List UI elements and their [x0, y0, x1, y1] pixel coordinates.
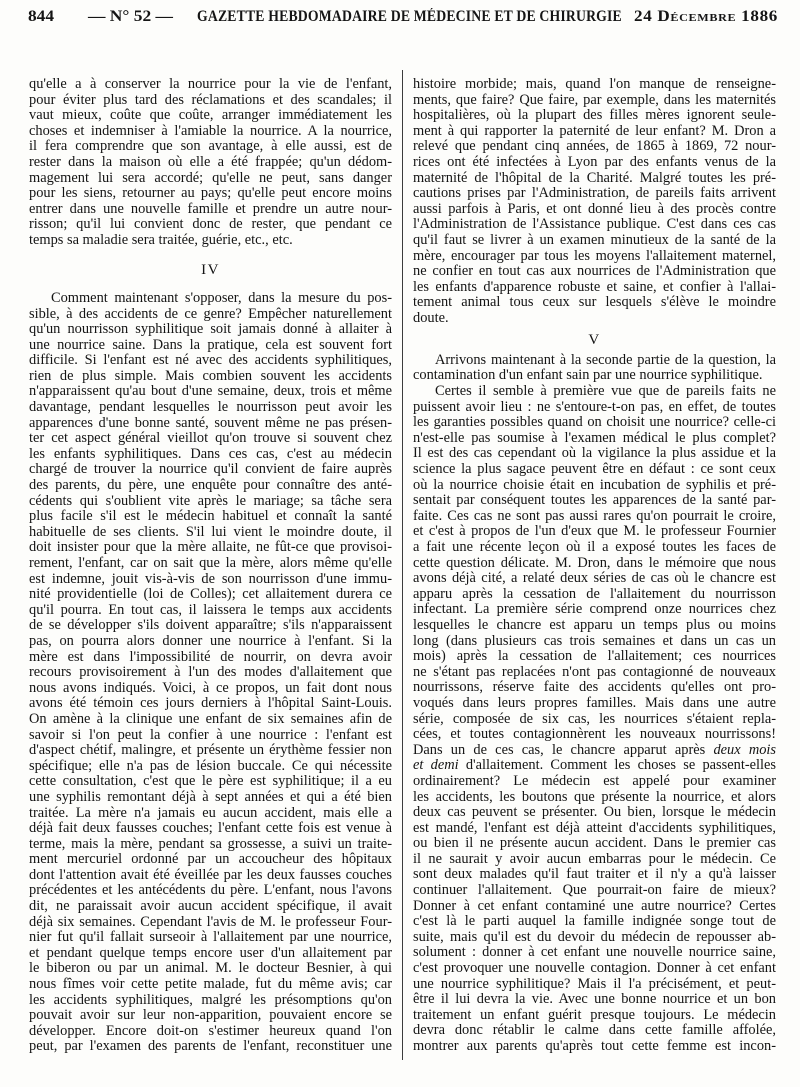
text-line: lesquelles le chancre est apparu un temps plus ou moins [413, 616, 776, 633]
text-line: nier fut qu'il fallait surseoir à l'allaitement par une nourrice, [29, 929, 392, 946]
text-line: cées, et toutes contagionnèrent les nouveaux nourrissons! [413, 726, 776, 743]
text-line: terme, mais la mère, pendant sa grossesse, a suivi un traite- [29, 835, 392, 852]
text-line: contamination d'un enfant sain par une nourrice syphilitique. [413, 367, 763, 384]
text-line: doute. [413, 309, 449, 326]
text-line: est mandé, l'enfant est déjà atteint d'accidents syphilitiques, [413, 819, 776, 836]
text-line: sible, à des accidents de ce genre? Empêcher naturellement [29, 305, 392, 322]
text-line: nous fîmes voir cette petite malade, fut du même avis; car [29, 976, 392, 993]
text-line: devra donc rétablir le calme dans cette famille affolée, [413, 1022, 776, 1039]
text-line: où la nourrice choisie était en incubation de syphilis et pré- [413, 476, 776, 493]
text-line: ment mercuriel ordonné par un accoucheur des hôpitaux [29, 851, 392, 868]
text-line: traitée. La mère n'a jamais eu aucun accident, mais elle a [29, 804, 392, 821]
text-line: l'Administration de l'Assistance publique. C'est dans ces cas [413, 216, 776, 233]
text-line: qu'un nourrisson syphilitique soit jamais donné à allaiter à [29, 321, 392, 338]
text-line: Donner à cet enfant contaminé une autre nourrice? Certes [413, 897, 776, 914]
text-line: déjà fait deux fausses couches; l'enfant cette fois est venue à [29, 820, 392, 837]
page-number: 844 [28, 8, 54, 25]
running-header-issue [88, 8, 173, 26]
text-line: cautions prises par l'Administration, de pareils faits arrivent [413, 185, 776, 202]
text-line: précédentes et les antécédents du père. L'enfant, nous l'avons [29, 882, 392, 899]
text-line: faite. Ces cas ne sont pas aussi rares qu'on pourrait le croire, [413, 507, 776, 524]
text-line: magement lui sera accordé; qu'elle ne peut, sans danger [29, 169, 392, 186]
text-line: On amène à la clinique une enfant de six semaines afin de [29, 710, 392, 727]
text-line: cette consultation, c'est que le père est syphilitique; il a eu [29, 773, 392, 790]
running-header-page-number [28, 8, 54, 26]
text-line: ordinairement? Le médecin est appelé pour examiner [413, 772, 776, 789]
text-line: temps sa maladie sera traitée, guérie, etc., etc. [29, 231, 293, 248]
text-line: Il est des cas cependant où la vigilance la plus assidue et la [413, 445, 776, 462]
right-column [413, 77, 776, 1055]
text-line: voqués dans leurs propres familles. Mais dans une autre [413, 694, 776, 711]
text-line: cédents qui s'oublient vite après le mariage; sa tâche sera [29, 492, 392, 509]
text-line: montrer aux parents qu'après tout cette femme est incon- [413, 1038, 776, 1055]
text-line: doit insister pour que la mère allaite, ne fût-ce que provisoi- [29, 539, 392, 556]
emphasis-text: et demi [413, 757, 459, 774]
text-line: vaut mieux, coûte que coûte, arranger immédiatement les [29, 107, 392, 124]
section-heading: V [588, 331, 601, 348]
text-line: suite, mais qu'il est du devoir du médecin de repousser ab- [413, 928, 776, 945]
text-line: qu'elle a à conserver la nourrice pour la vie de l'enfant, [29, 76, 392, 92]
text-line: avons déjà cité, a relaté deux séries de cas où le chancre est [413, 570, 776, 587]
text-line: rien de plus simple. Mais combien souvent les accidents [29, 367, 392, 384]
text-line: choses et indemniser à l'amiable la nourrice. A la nourrice, [29, 122, 392, 139]
text-line: recours provisoirement à l'un des modes d'allaitement que [29, 664, 392, 681]
text-line: ter cet aspect général vieillot qu'on trouve si souvent chez [29, 430, 392, 447]
text-line: c'est provoquer une nouvelle contagion. Donner à cet enfant [413, 960, 776, 977]
text-line: de se développer s'ils doivent apparaître; s'ils n'apparaissent [29, 617, 392, 634]
text-line: savoir si l'on peut la confier à une nourrice : l'enfant est [29, 726, 392, 743]
paragraph [29, 77, 392, 249]
text-line: histoire morbide; mais, quand l'on manque de renseigne- [413, 76, 776, 92]
text-line: peut, par l'examen des parents de l'enfant, reconstituer une [29, 1038, 392, 1055]
text-line: les garanties possibles quand on choisit une nourrice? celle-ci [413, 414, 776, 431]
column-divider [402, 70, 403, 1060]
text-line: a fait une récente leçon où il a exposé toutes les faces de [413, 539, 776, 556]
text-line: dont l'attention avait été éveillée par les deux fausses couches [29, 866, 392, 883]
text-line: ment à qui rapporter la paternité de leur enfant? M. Dron a [413, 122, 776, 139]
text-line: les accidents syphilitiques, malgré les présomptions qu'on [29, 991, 392, 1008]
text-line: des parents, du père, une enquête pour connaître des anté- [29, 477, 392, 494]
text-line: série, composée de six cas, les nourrices s'étaient repla- [413, 710, 776, 727]
text-line: déjà six semaines. Cependant l'avis de M. le professeur Four- [29, 913, 392, 930]
text-line: mère, encourager par tous les moyens l'allaitement maternel, [413, 247, 776, 264]
text-line: continuer l'allaitement. Que pourrait-on faire de mieux? [413, 882, 776, 899]
text-line: c'est là le parti auquel la famille indignée songe tout de [413, 913, 776, 930]
text-line: une nourrice syphilitique? Mais il l'a précisément, et peut- [413, 975, 776, 992]
text-line: ne s'étant pas replacées n'ont pas contagionné de nouveaux [413, 663, 776, 680]
text-line: ments, que faire? Que faire, par exemple, dans les maternités [413, 91, 776, 108]
text-line: pour éviter plus tard des réclamations et des scandales; il [29, 91, 392, 108]
text-line: rester dans la maison où elle a été frappée; qu'un dédom- [29, 153, 392, 170]
text-line [413, 758, 776, 774]
text-line: apparences d'une bonne santé, souvent même ne pas présen- [29, 414, 392, 431]
text-line: rement, l'enfant, car on sait que la mère, alors même qu'elle [29, 555, 392, 572]
text-line: mère est dans l'impossibilité de nourrir, on devra avoir [29, 648, 392, 665]
text-line: puissent avoir lieu : ne s'entoure-t-on pas, en effet, de toutes [413, 398, 776, 415]
text-line: n'est-elle pas soumise à l'examen médical le plus complet? [413, 429, 776, 446]
text-line: ou bien il ne présente aucun accident. Dans le premier cas [413, 835, 776, 852]
text-line: mois) après la cessation de l'allaitement; ces nourrices [413, 648, 776, 665]
text-line: une syphilis remontant déjà à sept années et qui a été bien [29, 788, 392, 805]
issue-date: 24 Décembre 1886 [634, 8, 779, 25]
text-line: qu'il faut se livrer à un examen minutieux de la santé de la [413, 231, 776, 248]
text-line: pas, on pourra alors donner une nourrice à l'enfant. Si la [29, 632, 392, 649]
text-line: chargé de trouver la nourrice qu'il convient de faire auprès [29, 461, 392, 478]
paragraph [413, 353, 776, 384]
text-line: difficile. Si l'enfant est né avec des accidents syphilitiques, [29, 352, 392, 369]
text-line: davantage, pendant lesquelles le nourrisson peut avoir les [29, 399, 392, 416]
text-line: d'aspect chétif, malingre, et présente un érythème fessier non [29, 742, 392, 759]
text-line: le biberon ou par un animal. M. le docteur Besnier, à qui [29, 960, 392, 977]
text-line: apparu après la cessation de l'allaitement du nourrisson [413, 585, 776, 602]
text-line: hospitalières, où la plupart des filles mères ignorent seule- [413, 107, 776, 124]
text-line: pouvait avoir sur leur non-apparition, pouvaient encore se [29, 1007, 392, 1024]
text-line: risson; qu'il lui convient donc de rester, que pendant ce [29, 216, 392, 233]
text-line: avons été témoin ces jours derniers à l'hôpital Saint-Louis. [29, 695, 392, 712]
text-line: dit, ne paraissait avoir aucun accident spécifique, il avait [29, 898, 392, 915]
text-line: les enfants syphilitiques. Dans ces cas, c'est au médecin [29, 445, 392, 462]
text-line: maternité de l'hôpital de la Charité. Malgré toutes les pré- [413, 169, 776, 186]
text-line: qu'il pourra. En tout cas, il laissera le temps aux accidents [29, 601, 392, 618]
text-line: habituelle de ses clients. S'il lui vient le moindre doute, il [29, 523, 392, 540]
text-line: science la plus sagace peuvent être en défaut : ce sont ceux [413, 461, 776, 478]
text-line: infectant. La première série comprend onze nourrices chez [413, 601, 776, 618]
text-line: et pendant quelque temps encore user d'un allaitement par [29, 944, 392, 961]
text-line: les enfants d'apparence robuste et saine, et confier à l'allai- [413, 278, 776, 295]
text-line: sentait par conséquent toutes les apparences de la santé par- [413, 492, 776, 509]
section-heading: IV [201, 261, 220, 278]
text-line: développer. Encore doit-on s'estimer heureux quand l'on [29, 1022, 392, 1039]
text-line: aussi parfois à Paris, et ont donné lieu à des procès contre [413, 200, 776, 217]
running-header-title [197, 8, 622, 26]
left-column [29, 77, 392, 1055]
text-line: relevé que pendant cinq années, de 1865 à 1869, 72 nour- [413, 138, 776, 155]
text-line: ne confier en tout cas aux nourrices de l'Administration que [413, 263, 776, 280]
text-line: Comment maintenant s'opposer, dans la mesure du pos- [51, 289, 392, 306]
text-line: plus facile s'il est le médecin habituel et connaît la santé [29, 508, 392, 525]
text-line: rices ont été infectées à Lyon par des enfants venus de la [413, 153, 776, 170]
text-line: long (dans plusieurs cas trois semaines et dans un cas un [413, 632, 776, 649]
paragraph [29, 291, 392, 1055]
text-line: n'apparaissent qu'au bout d'une semaine, deux, trois et même [29, 383, 392, 400]
text-line: sont deux malades qu'il faut traiter et il n'y a qu'à laisser [413, 866, 776, 883]
paragraph [413, 77, 776, 327]
text-line: il ne saurait y avoir aucun embarras pour le médecin. Ce [413, 850, 776, 867]
text-line: une nourrice saine. Dans la pratique, cela est souvent fort [29, 336, 392, 353]
text-line: il fera comprendre que son avantage, à elle aussi, est de [29, 138, 392, 155]
text-line: nourrissons, réserve faite des accidents qu'elles ont pro- [413, 679, 776, 696]
text-line: est indemne, jouit vis-à-vis de son nourrisson d'une immu- [29, 570, 392, 587]
journal-title: GAZETTE HEBDOMADAIRE DE MÉDECINE ET DE CHIRURGIE [197, 8, 622, 25]
text-line: être il lui devra la vie. Avec une bonne nourrice et un bon [413, 991, 776, 1008]
text-line: les accidents, les boutons que présente la nourrice, et alors [413, 788, 776, 805]
text-line: pour les siens, retourner au pays; qu'elle peut encore moins [29, 185, 392, 202]
text-line: Arrivons maintenant à la seconde partie de la question, la [435, 351, 776, 368]
text-line: tement animal tous ceux sur lesquels s'élève le moindre [413, 294, 776, 311]
text-line: nité providentielle (loi de Colles); cet allaitement durera ce [29, 586, 392, 603]
paragraph [413, 384, 776, 1055]
text-line: deux cas peuvent se présenter. Ou bien, lorsque le médecin [413, 804, 776, 821]
running-header-date [634, 8, 778, 26]
text-line: spécifique; elle n'a pas de lésion buccale. Ce qui nécessite [29, 757, 392, 774]
issue-number: — N° 52 — [88, 8, 173, 25]
text-line [413, 743, 776, 759]
text-segment: Dans un de ces cas, le chancre apparut après [413, 741, 714, 758]
emphasis-text: deux mois [713, 741, 777, 758]
text-line: traitement un enfant guérit presque toujours. Le médecin [413, 1006, 776, 1023]
text-segment: d'allaitement. Comment les choses se passent-elles [458, 757, 776, 774]
text-line: cette question délicate. M. Dron, dans le mémoire que nous [413, 554, 776, 571]
text-line: et c'est à propos de l'un d'eux que M. le professeur Fournier [413, 523, 776, 540]
text-line: solument : donner à cet enfant une nouvelle nourrice saine, [413, 944, 776, 961]
text-line: entrer dans une nouvelle famille et prendre un autre nour- [29, 200, 392, 217]
text-line: nous avons indiqués. Voici, à ce propos, un fait dont nous [29, 679, 392, 696]
text-line: Certes il semble à première vue que de pareils faits ne [435, 383, 776, 400]
